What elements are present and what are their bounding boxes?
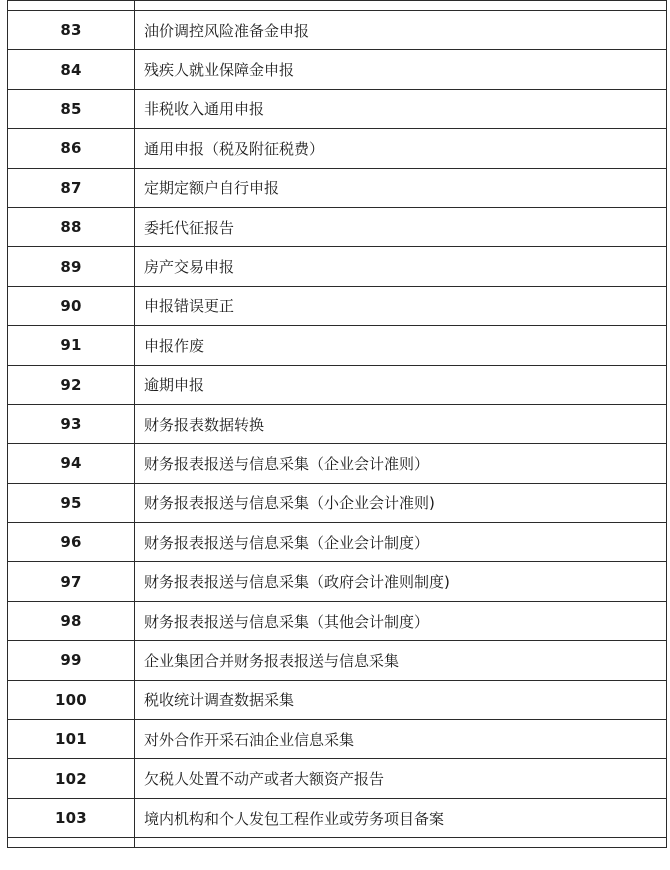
- table-row: [8, 641, 667, 680]
- row-number-cell: 101: [8, 720, 135, 759]
- row-number-cell: 87: [8, 168, 135, 207]
- table-row: [8, 680, 667, 719]
- row-name-cell: 财务报表数据转换: [135, 404, 667, 443]
- table-row: [8, 562, 667, 601]
- row-number-cell: [8, 838, 135, 848]
- table-row: [8, 326, 667, 365]
- row-name-cell: 房产交易申报: [135, 247, 667, 286]
- row-number-cell: 94: [8, 444, 135, 483]
- row-name-cell: 财务报表报送与信息采集（企业会计制度）: [135, 523, 667, 562]
- table-row: [8, 50, 667, 89]
- row-name-cell: 通用申报（税及附征税费）: [135, 129, 667, 168]
- row-name-cell: 逾期申报: [135, 365, 667, 404]
- row-number-cell: 100: [8, 680, 135, 719]
- row-number-cell: 86: [8, 129, 135, 168]
- row-number-cell: 85: [8, 89, 135, 128]
- table-row: [8, 523, 667, 562]
- table-row: [8, 286, 667, 325]
- table-row: [8, 601, 667, 640]
- table-row: [8, 759, 667, 798]
- table-row: [8, 798, 667, 837]
- table-row: [8, 483, 667, 522]
- table-row: [8, 129, 667, 168]
- row-name-cell: 财务报表报送与信息采集（企业会计准则）: [135, 444, 667, 483]
- row-name-cell: [135, 838, 667, 848]
- table-row: [8, 720, 667, 759]
- table-row: [8, 11, 667, 50]
- service-table: [7, 0, 667, 848]
- row-name-cell: 财务报表报送与信息采集（政府会计准则制度): [135, 562, 667, 601]
- table-row-partial-bottom: [8, 838, 667, 848]
- row-name-cell: 申报作废: [135, 326, 667, 365]
- row-number-cell: 102: [8, 759, 135, 798]
- row-number-cell: 103: [8, 798, 135, 837]
- row-number-cell: 98: [8, 601, 135, 640]
- table-row: [8, 444, 667, 483]
- row-number-cell: 92: [8, 365, 135, 404]
- service-table-body: [8, 1, 667, 848]
- row-number-cell: 96: [8, 523, 135, 562]
- row-name-cell: 欠税人处置不动产或者大额资产报告: [135, 759, 667, 798]
- row-name-cell: 定期定额户自行申报: [135, 168, 667, 207]
- row-number-cell: 99: [8, 641, 135, 680]
- row-name-cell: [135, 1, 667, 11]
- row-name-cell: 残疾人就业保障金申报: [135, 50, 667, 89]
- row-number-cell: 90: [8, 286, 135, 325]
- table-row: [8, 168, 667, 207]
- table-row: [8, 365, 667, 404]
- row-number-cell: 83: [8, 11, 135, 50]
- row-number-cell: 91: [8, 326, 135, 365]
- table-row: [8, 89, 667, 128]
- row-name-cell: 委托代征报告: [135, 207, 667, 246]
- row-name-cell: 税收统计调查数据采集: [135, 680, 667, 719]
- row-name-cell: 油价调控风险准备金申报: [135, 11, 667, 50]
- row-number-cell: 93: [8, 404, 135, 443]
- row-number-cell: 95: [8, 483, 135, 522]
- row-name-cell: 申报错误更正: [135, 286, 667, 325]
- row-number-cell: [8, 1, 135, 11]
- row-name-cell: 境内机构和个人发包工程作业或劳务项目备案: [135, 798, 667, 837]
- table-row: [8, 404, 667, 443]
- table-row-partial-top: [8, 1, 667, 11]
- row-number-cell: 88: [8, 207, 135, 246]
- table-row: [8, 207, 667, 246]
- row-name-cell: 对外合作开采石油企业信息采集: [135, 720, 667, 759]
- row-number-cell: 89: [8, 247, 135, 286]
- row-name-cell: 企业集团合并财务报表报送与信息采集: [135, 641, 667, 680]
- row-name-cell: 财务报表报送与信息采集（小企业会计准则): [135, 483, 667, 522]
- row-number-cell: 97: [8, 562, 135, 601]
- row-number-cell: 84: [8, 50, 135, 89]
- table-row: [8, 247, 667, 286]
- row-name-cell: 财务报表报送与信息采集（其他会计制度）: [135, 601, 667, 640]
- row-name-cell: 非税收入通用申报: [135, 89, 667, 128]
- service-table-container: [7, 0, 666, 848]
